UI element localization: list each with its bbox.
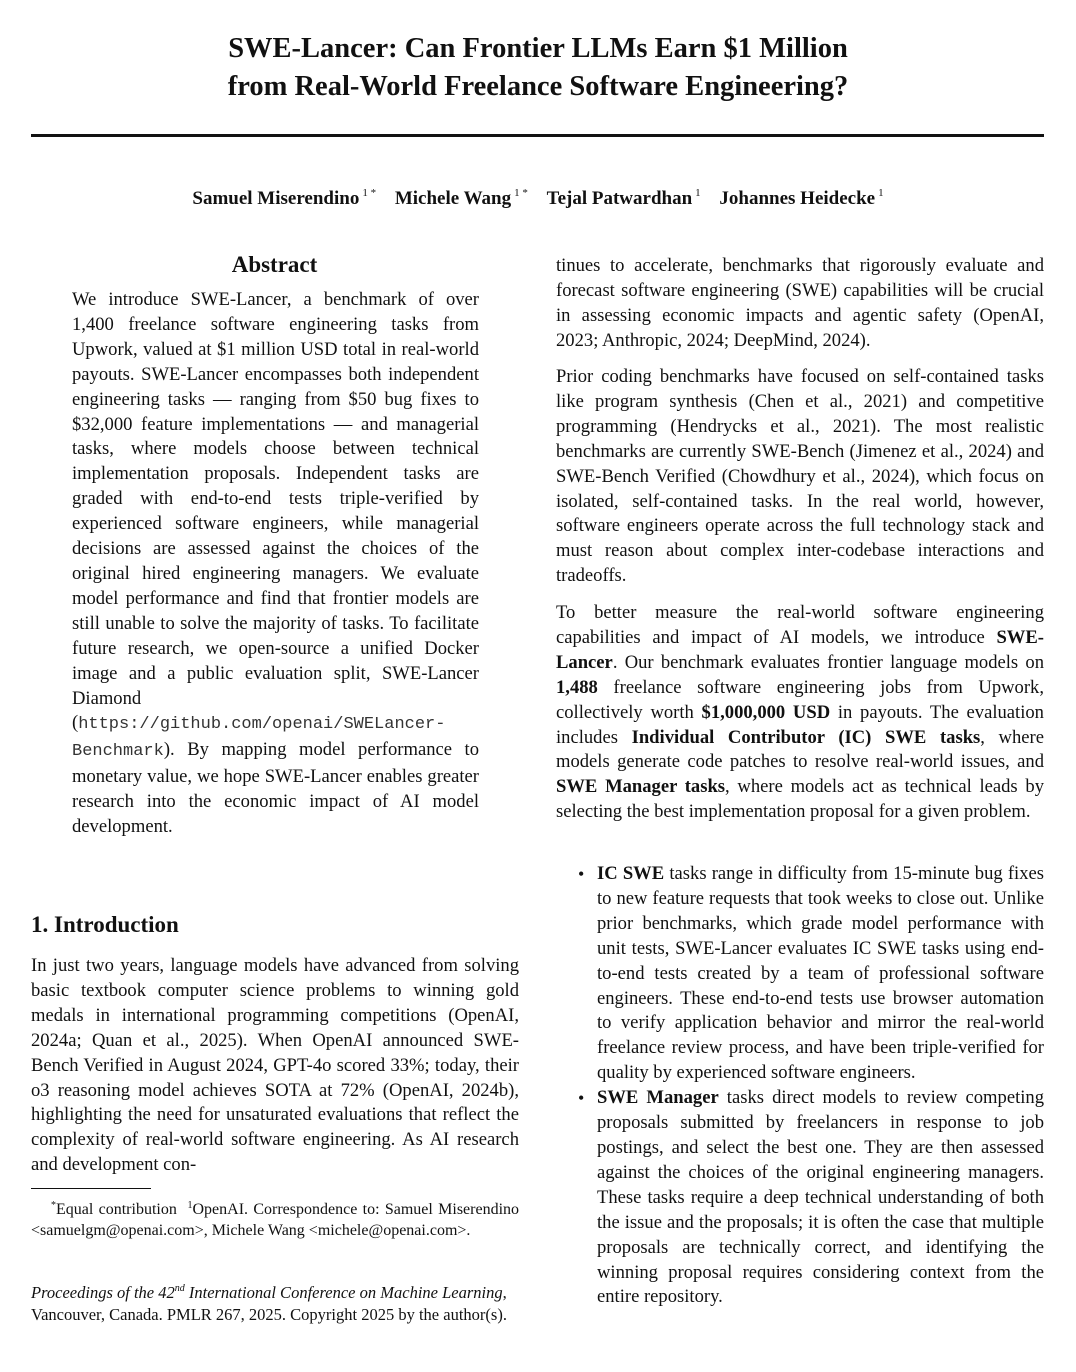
author: Johannes Heidecke $^1$ [719,187,884,209]
footnote-rule [31,1188,151,1189]
author-list [0,180,1076,212]
intro-paragraph-2: Prior coding benchmarks have focused on self-contained tasks like program synthesis (Chen et al., 2021) and competitive programming (Hendrycks et al., 2021). The most realistic benchmarks are currently SWE-Bench (Jimenez et al., 2024) and SWE-Bench Verified (Chowdhury et al., 2024), which focus on isolated, self-contained tasks. In the real world, however, software engineers operate across the full technology stack and must reason about complex inter-codebase interactions and tradeoffs. [556,366,1044,587]
list-item: • IC SWE tasks range in difficulty from 15-minute bug fixes to new feature requests that took weeks to close out. Unlike prior benchmarks, which grade model performance with unit tests, SWE-Lancer evaluates IC SWE tasks using end-to-end tests created by a team of professional software engineers. These end-to-end tests use browser automation to verify application behavior and mirror the real-world freelance review process, and have been triple-verified for quality by experienced software engineers. [578,863,1044,1084]
proceedings-note: Proceedings of the 42nd International Conference on Machine Learning, Vancouver, Canada. PMLR 267, 2025. Copyright 2025 by the author(s). [31,1283,507,1324]
section-heading-introduction: 1. Introduction [31,912,179,937]
author: Michele Wang $^{1 *}$ [394,187,528,209]
title-rule [31,134,1044,137]
bullet-icon: • [578,864,585,884]
abstract-heading: Abstract [231,252,318,277]
title-line-2: from Real-World Freelance Software Engineering? [227,71,849,102]
abstract-text: We introduce SWE-Lancer, a benchmark of over 1,400 freelance software engineering tasks from Upwork, valued at $1 million USD total in real-world payouts. SWE-Lancer encompasses both independent engineering tasks — ranging from $50 bug fixes to $32,000 feature implementations — and managerial tasks, where models choose between technical implementation proposals. Independent tasks are graded with end-to-end tests triple-verified by experienced software engineers, while managerial decisions are assessed against the choices of the original hired engineering managers. We evaluate model performance and find that frontier models are still unable to solve the majority of tasks. To facilitate future research, we open-source a unified Docker image and a public evaluation split, SWE-Lancer Diamond (https://github.com/openai/SWELancer-Benchmark). By mapping model performance to monetary value, we hope SWE-Lancer enables greater research into the economic impact of AI model development. [72,289,479,838]
intro-paragraph-1-continued: tinues to accelerate, benchmarks that rigorously evaluate and forecast software engineering (SWE) capabilities will be crucial in assessing economic impacts and agentic safety (OpenAI, 2023; Anthropic, 2024; DeepMind, 2024). [556,255,1044,351]
list-item: • SWE Manager tasks direct models to review competing proposals submitted by freelancers in response to job postings, and select the best one. They are then assessed against the choices of the original engineering managers. These tasks require a deep technical understanding of both the issue and the proposals; it is often the case that multiple proposals are technically correct, and identifying the winning proposal requires considering context from the entire repository. [578,1087,1044,1308]
author: Samuel Miserendino $^{1 *}$ [192,187,377,209]
author: Tejal Patwardhan $^1$ [546,187,701,209]
title-line-1: SWE-Lancer: Can Frontier LLMs Earn $1 Million [228,33,848,64]
paper-title [0,30,1076,106]
intro-paragraph-3: To better measure the real-world software engineering capabilities and impact of AI models, we introduce SWE-Lancer. Our benchmark evaluates frontier language models on 1,488 freelance software engineering jobs from Upwork, collectively worth $1,000,000 USD in payouts. The evaluation includes Individual Contributor (IC) SWE tasks, where models generate code patches to resolve real-world issues, and SWE Manager tasks, where models act as technical leads by selecting the best implementation proposal for a given problem. [556,602,1044,823]
github-link[interactable]: https://github.com/openai/SWELancer-Benchmark [72,715,446,762]
intro-paragraph-1: In just two years, language models have advanced from solving basic textbook computer science problems to winning gold medals in international programming competitions (OpenAI, 2024a; Quan et al., 2025). When OpenAI announced SWE-Bench Verified in August 2024, GPT-4o scored 33%; today, their o3 reasoning model achieves SOTA at 72% (OpenAI, 2024b), highlighting the need for unsaturated evaluations that reflect the complexity of real-world software engineering. As AI research and development con- [31,955,519,1176]
bullet-icon: • [578,1088,585,1109]
footnote: *Equal contribution $^1$OpenAI. Correspondence to: Samuel Miserendino <samuelgm@openai.com>, Michele Wang <michele@openai.com>. [31,1200,520,1239]
task-type-list [556,862,1044,1310]
